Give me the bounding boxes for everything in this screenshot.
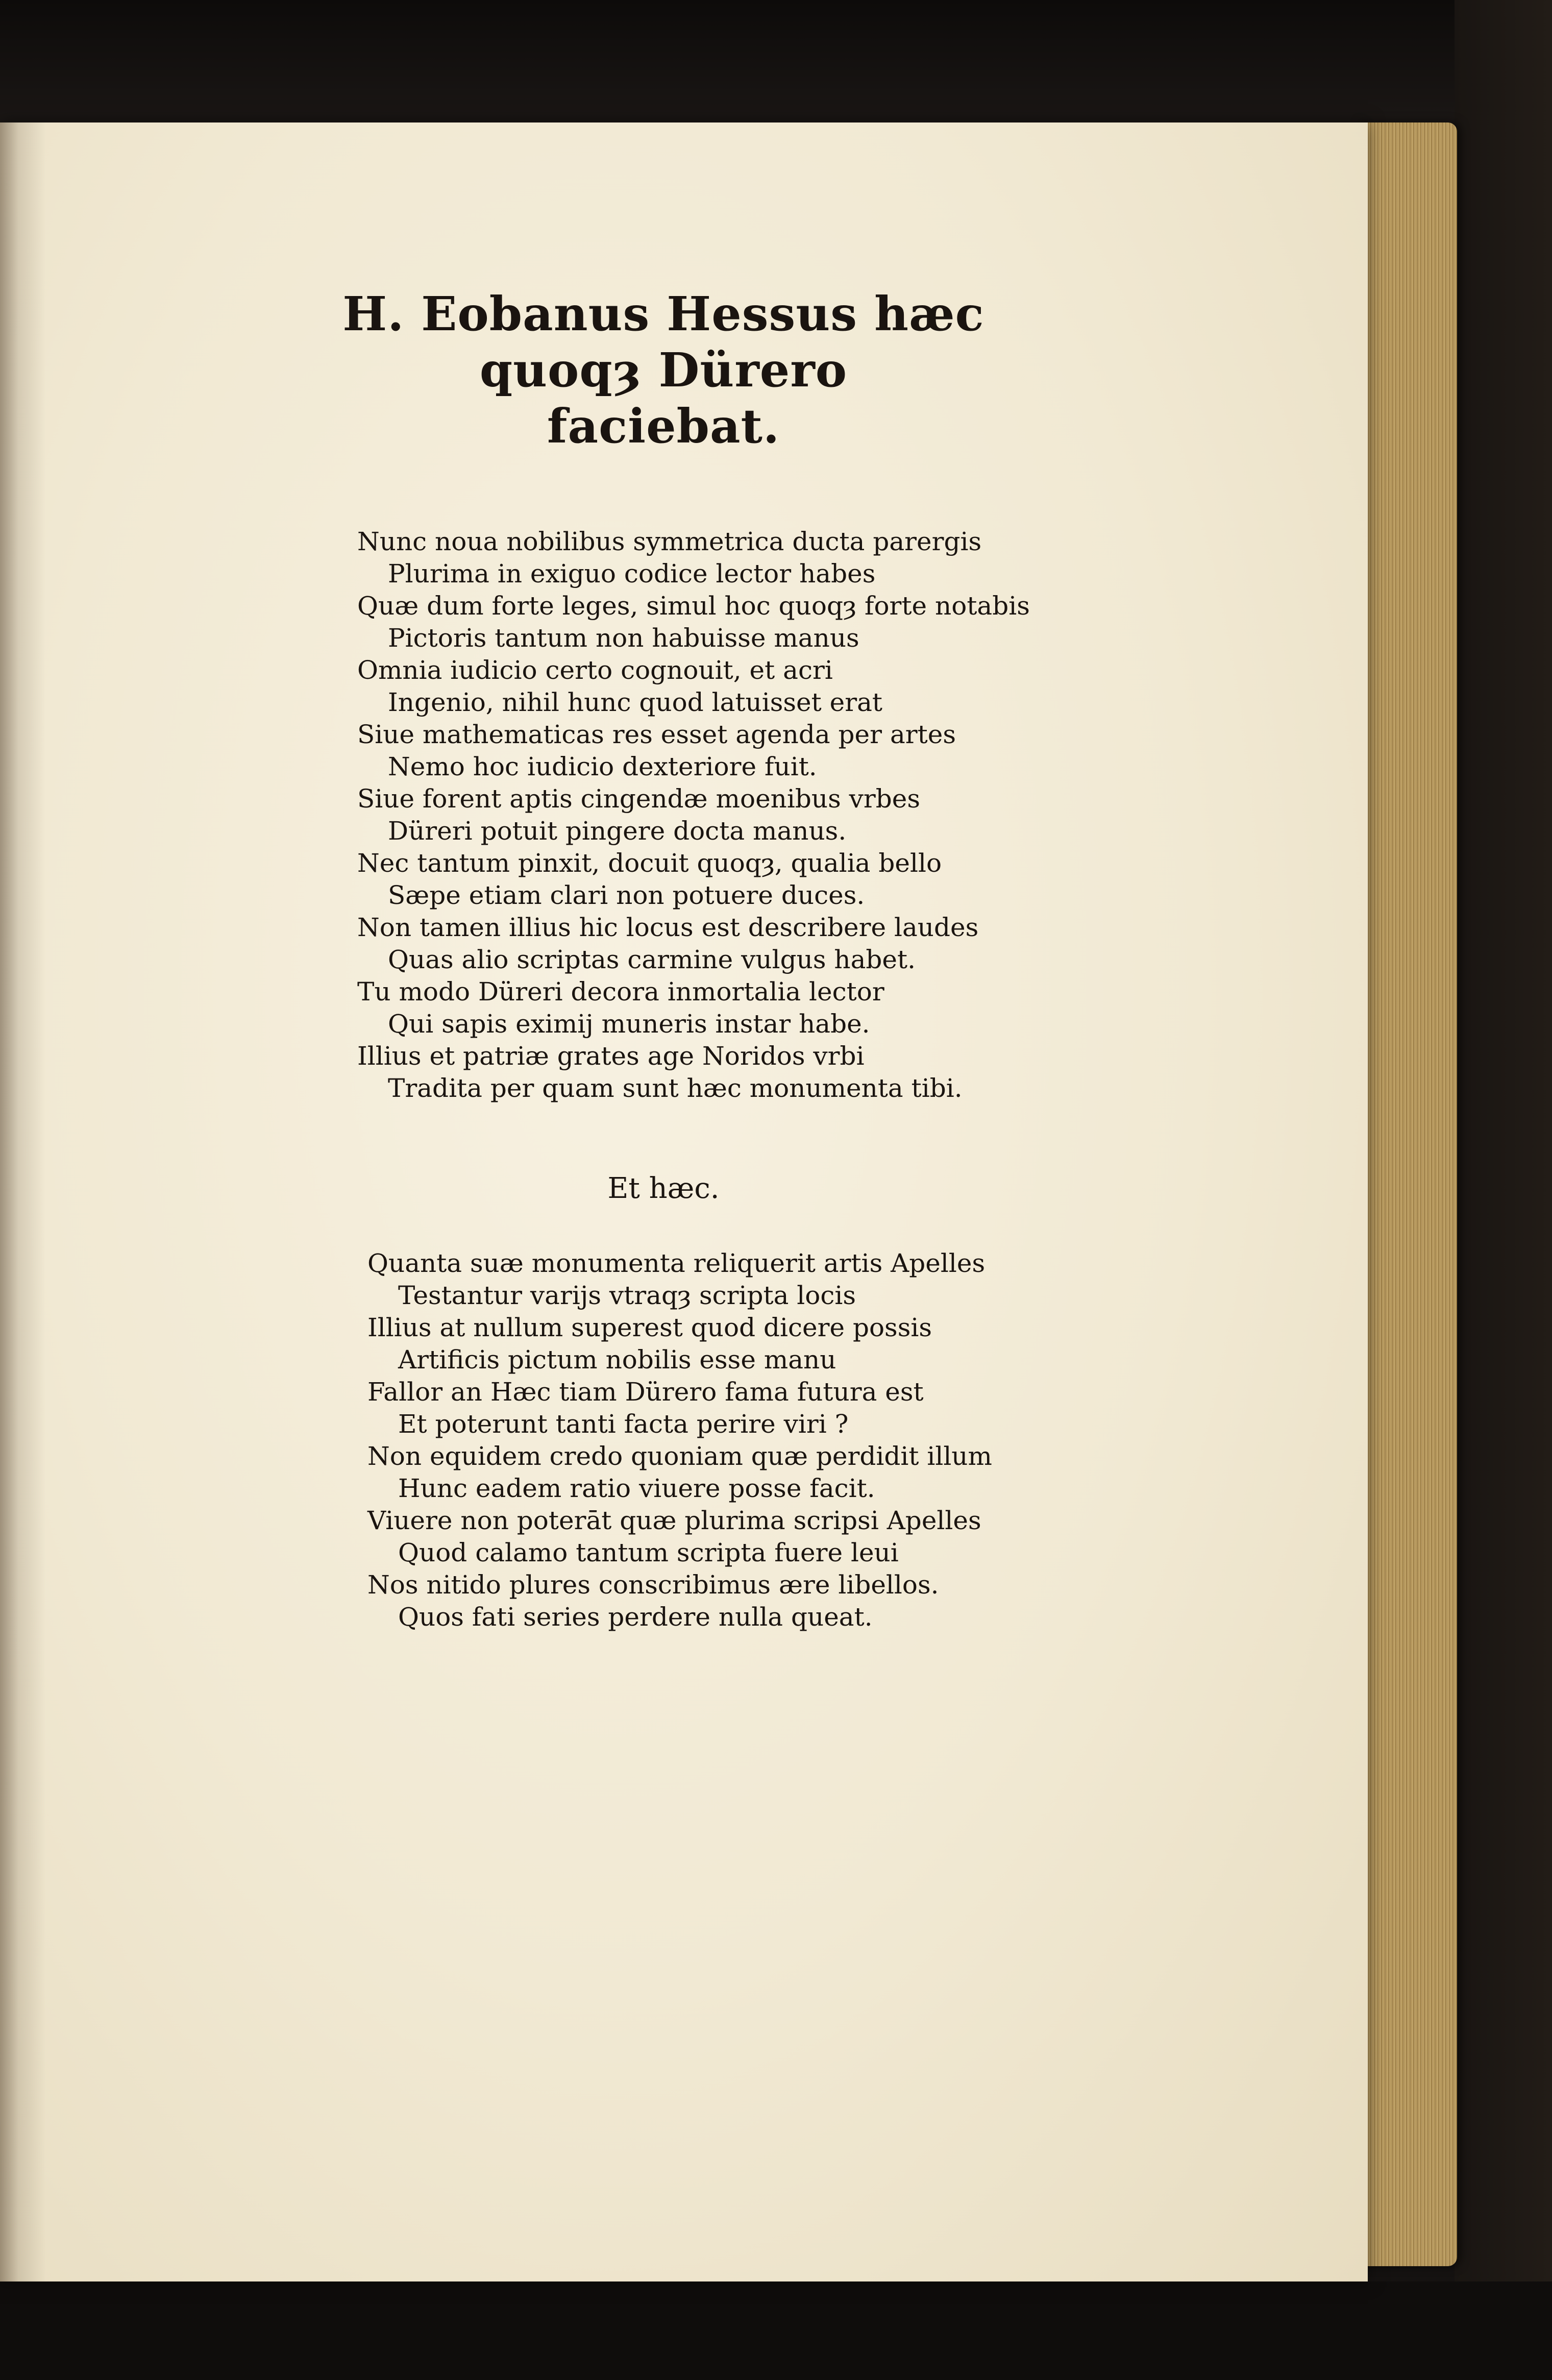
verse-line: Nos nitido plures conscribimus ære libellos. — [367, 1570, 939, 1600]
verse-line: Siue mathematicas res esset agenda per artes — [357, 720, 956, 749]
poem-second — [306, 1247, 1021, 1633]
dark-backdrop-bottom — [0, 2281, 1552, 2380]
verse-line: Quos fati series perdere nulla queat. — [398, 1602, 873, 1632]
verse-line: Nemo hoc iudicio dexteriore fuit. — [388, 752, 817, 781]
verse-line: Nunc noua nobilibus symmetrica ducta parergis — [357, 527, 982, 556]
verse-line: Siue forent aptis cingendæ moenibus vrbes — [357, 784, 921, 814]
page-edges — [1358, 122, 1457, 2266]
dark-backdrop-right — [1455, 0, 1552, 2380]
section-subheading: Et hæc. — [607, 1172, 720, 1205]
verse-line: Hunc eadem ratio viuere posse facit. — [398, 1474, 875, 1503]
verse-line: Illius at nullum superest quod dicere possis — [367, 1313, 932, 1342]
verse-line: Artificis pictum nobilis esse manu — [398, 1345, 836, 1375]
verse-line: Et poterunt tanti facta perire viri ? — [398, 1409, 849, 1439]
heading-line-1: H. Eobanus Hessus hæc — [342, 286, 984, 341]
verse-line: Non equidem credo quoniam quæ perdidit illum — [367, 1441, 992, 1471]
verse-line: Testantur varijs vtraqȝ scripta locis — [398, 1281, 856, 1310]
verse-line: Quæ dum forte leges, simul hoc quoqȝ forte notabis — [357, 591, 1030, 621]
verse-line: Tu modo Düreri decora inmortalia lector — [357, 977, 884, 1007]
verse-line: Qui sapis eximij muneris instar habe. — [388, 1009, 870, 1039]
verse-line: Omnia iudicio certo cognouit, et acri — [357, 655, 833, 685]
verse-line: Pictoris tantum non habuisse manus — [388, 623, 859, 653]
heading-line-2: quoqȝ Dürero — [479, 342, 848, 398]
gutter-shadow — [0, 122, 46, 2281]
verse-line: Plurima in exiguo codice lector habes — [388, 559, 876, 588]
verse-line: Viuere non poterāt quæ plurima scripsi Apelles — [367, 1506, 981, 1535]
verse-line: Quanta suæ monumenta reliquerit artis Apelles — [367, 1248, 986, 1278]
verse-line: Non tamen illius hic locus est describere laudes — [357, 913, 979, 942]
verse-line: Düreri potuit pingere docta manus. — [388, 816, 847, 846]
page-heading — [306, 286, 1021, 454]
verse-line: Fallor an Hæc tiam Dürero fama futura est — [367, 1377, 924, 1407]
verse-line: Quas alio scriptas carmine vulgus habet. — [388, 945, 916, 974]
poem-first — [306, 526, 1030, 1105]
verse-line: Tradita per quam sunt hæc monumenta tibi. — [388, 1073, 963, 1103]
verse-line: Quod calamo tantum scripta fuere leui — [398, 1538, 899, 1567]
dark-backdrop-top — [0, 0, 1552, 138]
verse-line: Ingenio, nihil hunc quod latuisset erat — [388, 688, 882, 717]
heading-line-3: faciebat. — [547, 399, 780, 454]
verse-line: Illius et patriæ grates age Noridos vrbi — [357, 1041, 865, 1071]
verse-line: Nec tantum pinxit, docuit quoqȝ, qualia bello — [357, 848, 942, 878]
verse-line: Sæpe etiam clari non potuere duces. — [388, 880, 865, 910]
page-text — [306, 286, 1030, 1633]
